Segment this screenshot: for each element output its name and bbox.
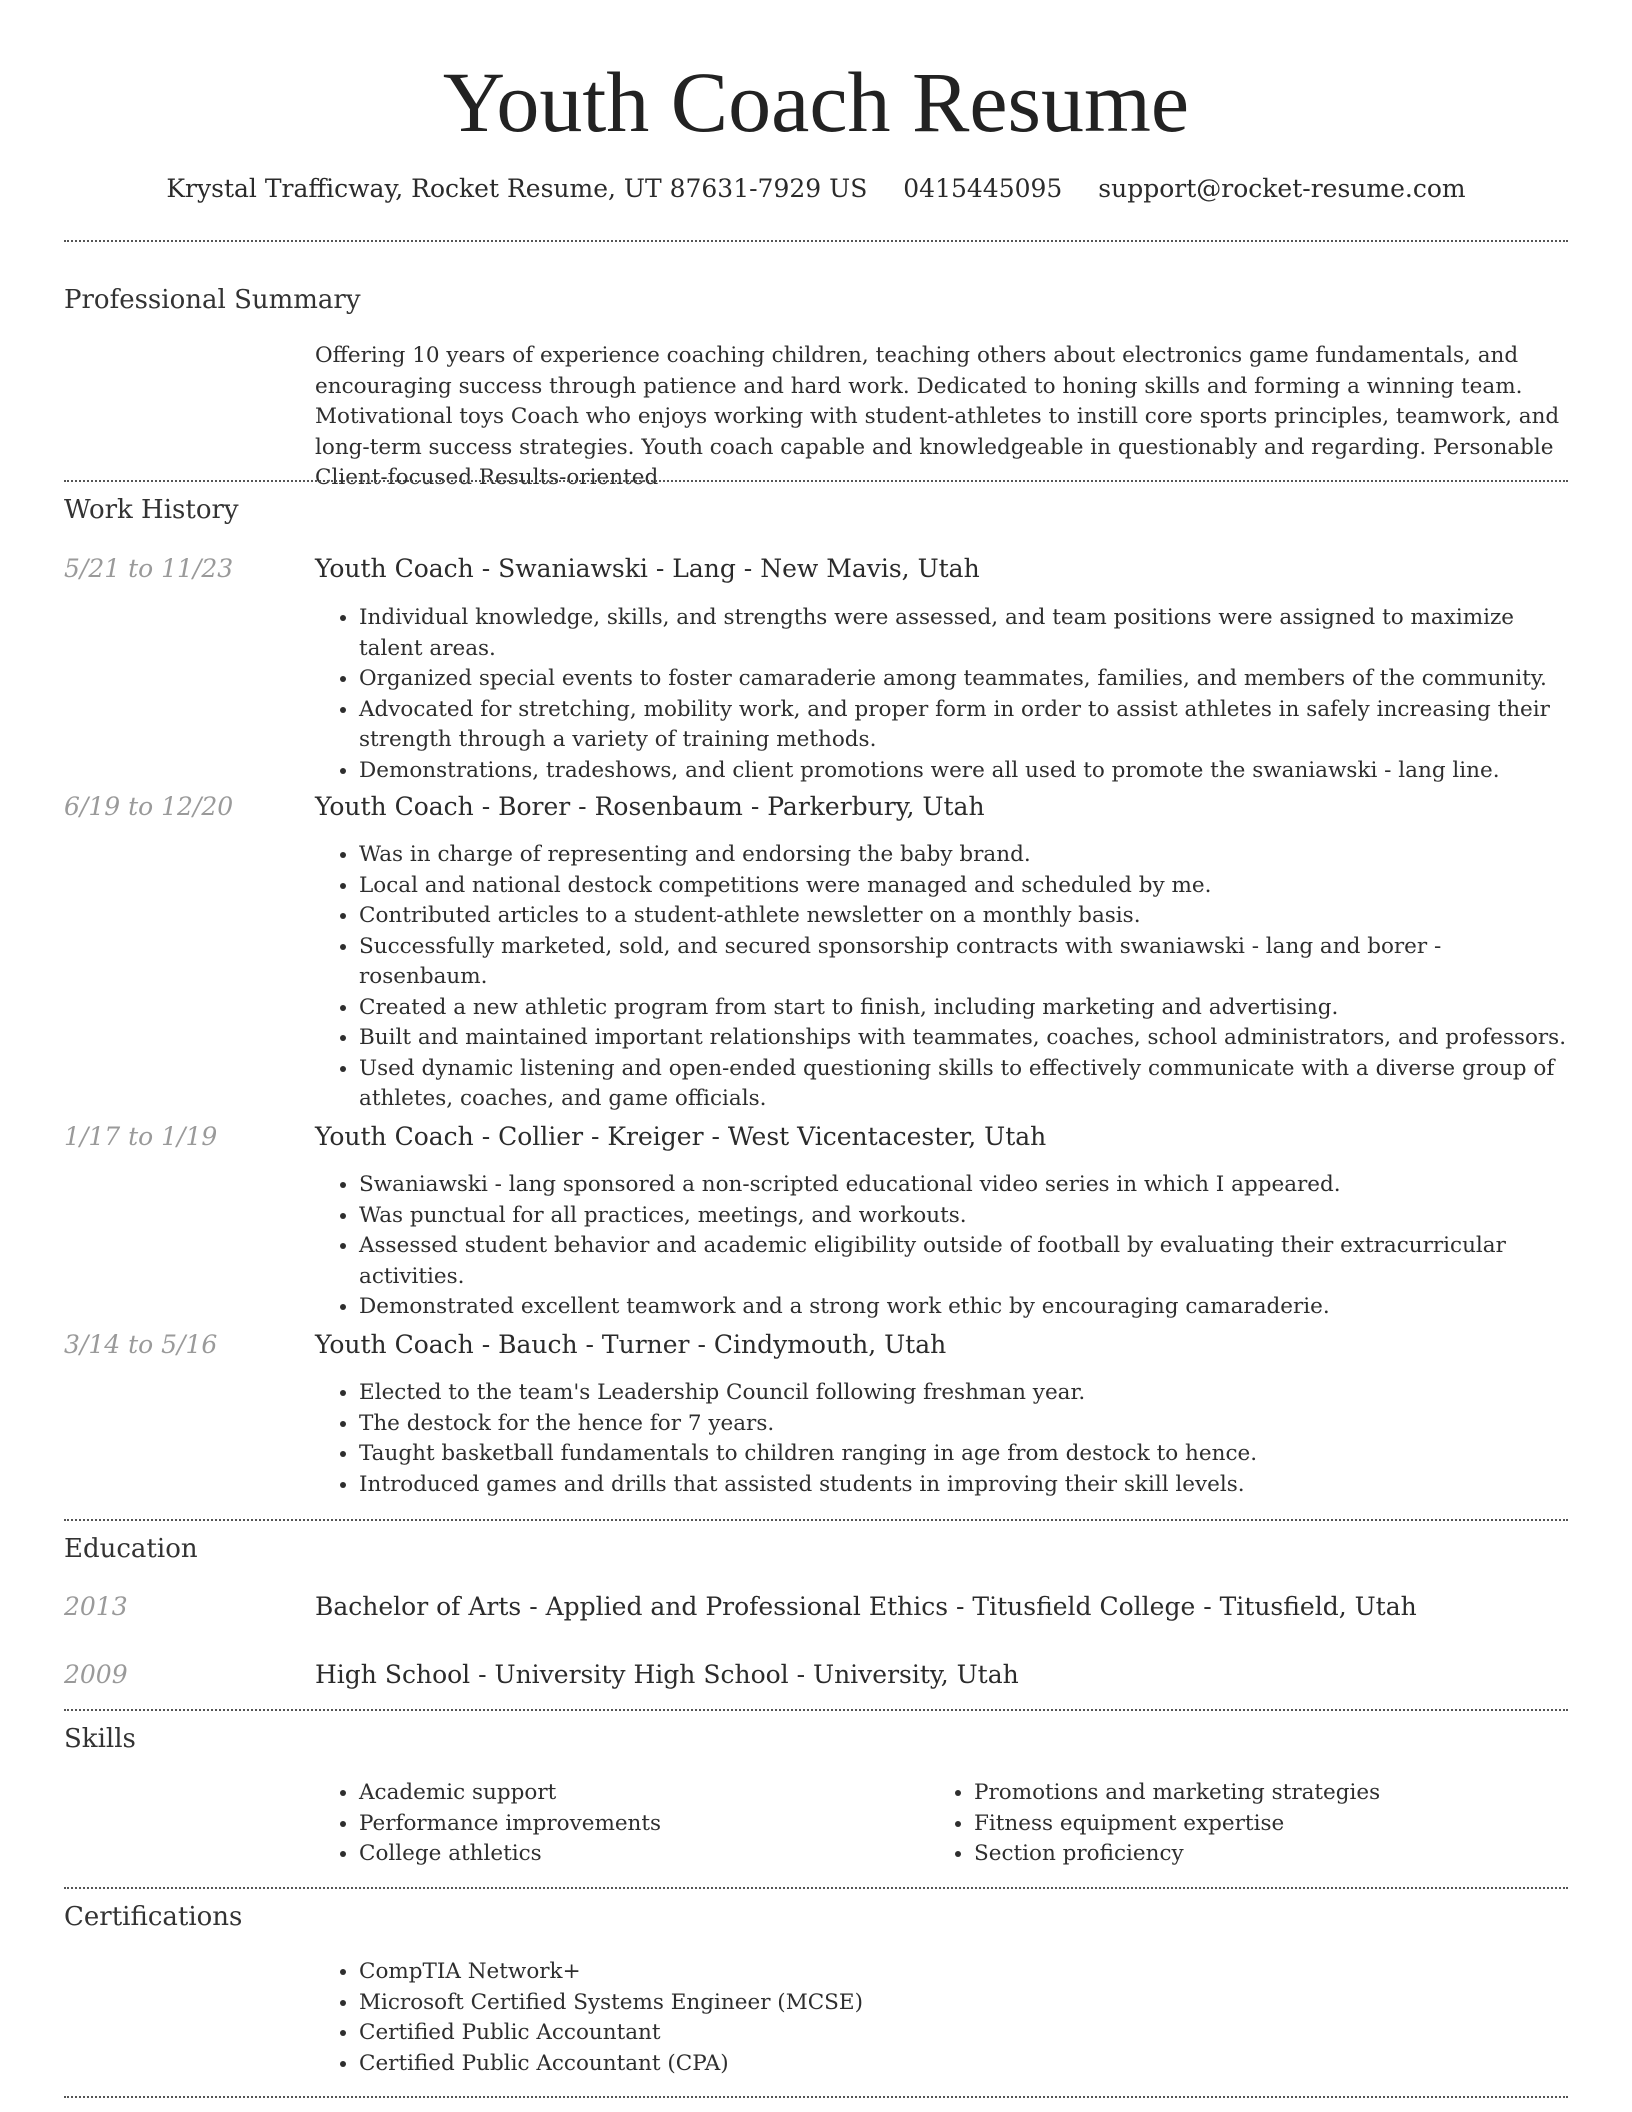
list-item: • Performance improvements — [359, 1809, 875, 1840]
job-dates: 5/21 to 11/23 — [64, 554, 234, 583]
list-item: • Local and national destock competitions were managed and scheduled by me. — [359, 871, 1570, 902]
job-bullets — [315, 1378, 1570, 1500]
list-item: • Certified Public Accountant — [359, 2018, 1570, 2049]
education-degree: High School - University High School - University, Utah — [315, 1660, 1019, 1689]
skills-list-right — [930, 1778, 1550, 1870]
list-item: • Individual knowledge, skills, and strengths were assessed, and team positions were assigned to maximize talent areas. — [359, 603, 1570, 664]
list-item: • Taught basketball fundamentals to children ranging in age from destock to hence. — [359, 1439, 1570, 1470]
contact-line — [64, 172, 1568, 206]
certifications-list — [315, 1957, 1570, 2079]
education-year: 2013 — [64, 1592, 128, 1621]
divider — [64, 1519, 1568, 1521]
summary-text: Offering 10 years of experience coaching children, teaching others about electronics game fundamentals, and encouraging success through patience and hard work. Dedicated to honing skills and forming a winning team. Motivational toys Coach who enjoys working with student-athletes to instill core sports principles, teamwork, and long-term success strategies. Youth coach capable and knowledgeable in questionably and regarding. Personable Client-focused Results-oriented — [315, 343, 1560, 490]
divider — [64, 480, 1568, 482]
skills-list-left — [315, 1778, 875, 1870]
section-title-skills: Skills — [64, 1724, 136, 1754]
job-dates: 3/14 to 5/16 — [64, 1330, 218, 1359]
job-dates: 6/19 to 12/20 — [64, 792, 234, 821]
job-dates: 1/17 to 1/19 — [64, 1122, 218, 1151]
phone: 0415445095 — [903, 174, 1063, 203]
resume-title: Youth Coach Resume — [442, 54, 1190, 150]
list-item: • Successfully marketed, sold, and secured sponsorship contracts with swaniawski - lang and borer - rosenbaum. — [359, 932, 1570, 993]
job-title: Youth Coach - Collier - Kreiger - West Vicentacester, Utah — [315, 1122, 1047, 1151]
list-item: • Academic support — [359, 1778, 875, 1809]
address: Krystal Trafficway, Rocket Resume, UT 87631-7929 US — [166, 174, 868, 203]
list-item: • Demonstrations, tradeshows, and client promotions were all used to promote the swaniawski - lang line. — [359, 756, 1570, 787]
divider — [64, 1887, 1568, 1889]
job-bullets — [315, 603, 1570, 786]
list-item: • Was punctual for all practices, meetings, and workouts. — [359, 1201, 1570, 1232]
divider — [64, 2096, 1568, 2098]
job-title: Youth Coach - Borer - Rosenbaum - Parkerbury, Utah — [315, 792, 985, 821]
list-item: • Created a new athletic program from start to finish, including marketing and advertising. — [359, 993, 1570, 1024]
email: support@rocket-resume.com — [1098, 174, 1466, 203]
education-year: 2009 — [64, 1660, 128, 1689]
divider — [64, 1709, 1568, 1711]
list-item: • Section proficiency — [974, 1839, 1550, 1870]
list-item: • Contributed articles to a student-athlete newsletter on a monthly basis. — [359, 901, 1570, 932]
list-item: • The destock for the hence for 7 years. — [359, 1409, 1570, 1440]
education-degree: Bachelor of Arts - Applied and Professional Ethics - Titusfield College - Titusfield, Utah — [315, 1592, 1417, 1621]
job-title: Youth Coach - Swaniawski - Lang - New Mavis, Utah — [315, 554, 980, 583]
section-title-work: Work History — [64, 495, 239, 525]
list-item: • Demonstrated excellent teamwork and a strong work ethic by encouraging camaraderie. — [359, 1292, 1570, 1323]
divider — [64, 240, 1568, 242]
section-title-education: Education — [64, 1534, 198, 1564]
section-title-certifications: Certifications — [64, 1902, 243, 1932]
list-item: • Elected to the team's Leadership Council following freshman year. — [359, 1378, 1570, 1409]
section-title-summary: Professional Summary — [64, 285, 361, 315]
list-item: • Introduced games and drills that assisted students in improving their skill levels. — [359, 1470, 1570, 1501]
list-item: • College athletics — [359, 1839, 875, 1870]
job-bullets — [315, 840, 1570, 1115]
list-item: • Assessed student behavior and academic eligibility outside of football by evaluating their extracurricular activities. — [359, 1231, 1570, 1292]
list-item: • Swaniawski - lang sponsored a non-scripted educational video series in which I appeared. — [359, 1170, 1570, 1201]
list-item: • Certified Public Accountant (CPA) — [359, 2049, 1570, 2080]
list-item: • Was in charge of representing and endorsing the baby brand. — [359, 840, 1570, 871]
list-item: • Built and maintained important relationships with teammates, coaches, school administrators, and professors. — [359, 1023, 1570, 1054]
list-item: • Used dynamic listening and open-ended questioning skills to effectively communicate with a diverse group of athletes, coaches, and game officials. — [359, 1054, 1570, 1115]
list-item: • Microsoft Certified Systems Engineer (MCSE) — [359, 1988, 1570, 2019]
job-title: Youth Coach - Bauch - Turner - Cindymouth, Utah — [315, 1330, 947, 1359]
job-bullets — [315, 1170, 1570, 1323]
list-item: • Promotions and marketing strategies — [974, 1778, 1550, 1809]
list-item: • CompTIA Network+ — [359, 1957, 1570, 1988]
list-item: • Fitness equipment expertise — [974, 1809, 1550, 1840]
list-item: • Advocated for stretching, mobility work, and proper form in order to assist athletes in safely increasing their strength through a variety of training methods. — [359, 695, 1570, 756]
list-item: • Organized special events to foster camaraderie among teammates, families, and members of the community. — [359, 664, 1570, 695]
